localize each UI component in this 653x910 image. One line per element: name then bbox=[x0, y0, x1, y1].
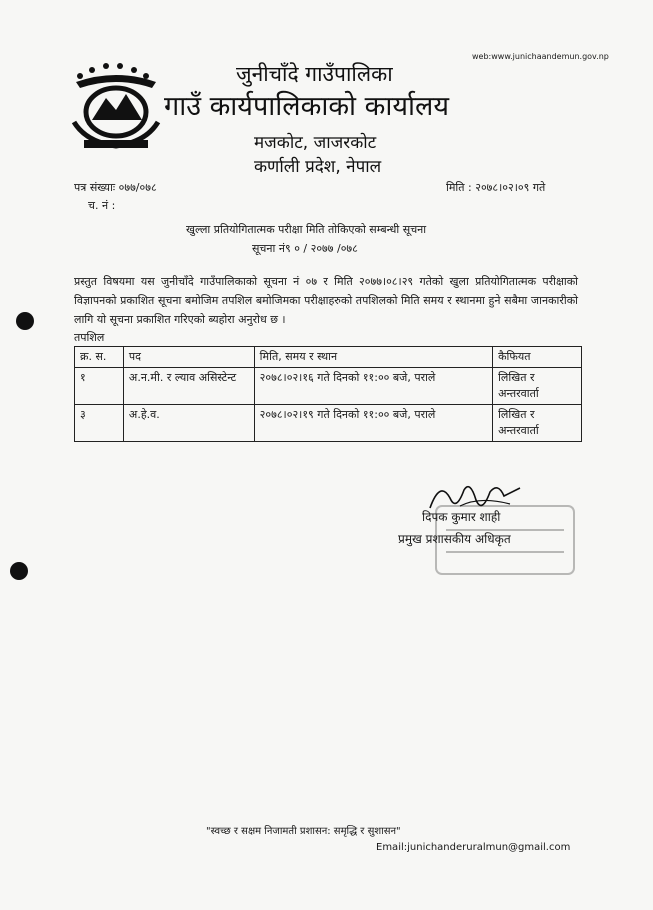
letter-date: मिति : २०७८।०२।०९ गते bbox=[446, 181, 546, 194]
office-name: गाउँ कार्यपालिकाको कार्यालय bbox=[164, 91, 449, 122]
footer-email: Email:junichanderuralmun@gmail.com bbox=[376, 842, 571, 853]
punch-hole-icon bbox=[16, 312, 34, 330]
office-province: कर्णाली प्रदेश, नेपाल bbox=[254, 157, 382, 177]
cell-datetime-venue: २०७८।०२।१९ गते दिनको ११:०० बजे, पराले bbox=[254, 405, 492, 442]
cell-post: अ.न.मी. र ल्याव असिस्टेन्ट bbox=[123, 368, 254, 405]
notice-body: प्रस्तुत विषयमा यस जुनीचाँदे गाउँपालिकाको सूचना नं ०७ र मिति २०७७।०८।२९ गतेको खुला प्रतियोगितात्मक परीक्षाको विज्ञापनको प्रकाशित सूचना बमोजिम तपशिल बमोजिमका परीक्षाहरुको तपशिलको मिति समय र स्थानमा हुने सबैमा जानकारीको लागि यो सूचना प्रकाशित गरिएको ब्यहोरा अनुरोध छ । bbox=[74, 275, 578, 326]
exam-schedule-table bbox=[74, 346, 582, 442]
table-row bbox=[75, 405, 582, 442]
signatory-name: दिपक कुमार शाही bbox=[422, 510, 501, 524]
punch-hole-icon bbox=[10, 562, 28, 580]
header-datetime-venue: मिति, समय र स्थान bbox=[254, 347, 492, 368]
notice-number: सूचना नं९ ० / २०७७ /०७८ bbox=[252, 242, 358, 255]
municipality-name: जुनीचाँदे गाउँपालिका bbox=[236, 62, 393, 86]
cell-post: अ.हे.व. bbox=[123, 405, 254, 442]
cell-datetime-venue: २०७८।०२।१६ गते दिनको ११:०० बजे, पराले bbox=[254, 368, 492, 405]
nepal-emblem-icon bbox=[66, 62, 166, 152]
header-serial: क्र. स. bbox=[75, 347, 124, 368]
cell-serial: ३ bbox=[75, 405, 124, 442]
website-text: web:www.junichaandemun.gov.np bbox=[472, 52, 609, 61]
header-remarks: कैफियत bbox=[493, 347, 582, 368]
table-header-row bbox=[75, 347, 582, 368]
dispatch-number: च. नं : bbox=[88, 199, 116, 212]
notice-subject: खुल्ला प्रतियोगितात्मक परीक्षा मिति तोकिएको सम्बन्धी सूचना bbox=[186, 223, 427, 236]
signatory-title: प्रमुख प्रशासकीय अधिकृत bbox=[398, 532, 511, 546]
table-row bbox=[75, 368, 582, 405]
office-address: मजकोट, जाजरकोट bbox=[254, 133, 377, 153]
cell-remarks: लिखित र अन्तरवार्ता bbox=[493, 368, 582, 405]
cell-serial: १ bbox=[75, 368, 124, 405]
header-post: पद bbox=[123, 347, 254, 368]
table-caption: तपशिल bbox=[74, 331, 105, 344]
footer-motto: "स्वच्छ र सक्षम निजामती प्रशासन: समृद्धि र सुशासन" bbox=[206, 826, 401, 837]
cell-remarks: लिखित र अन्तरवार्ता bbox=[493, 405, 582, 442]
letter-reference: पत्र संख्याः ०७७/०७८ bbox=[74, 181, 157, 194]
